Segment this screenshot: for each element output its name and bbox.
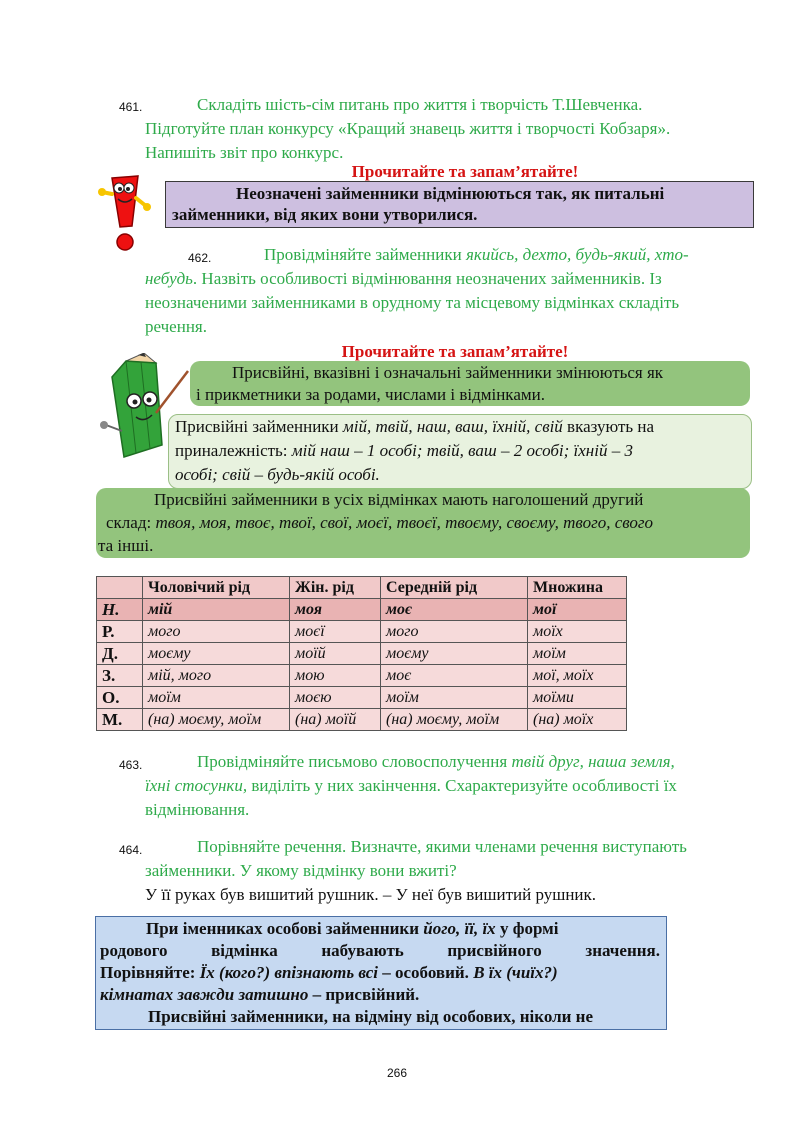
exercise-text-part: . Назвіть особливості відмінювання неозначених займенників. Із [192,269,662,288]
exercise-text [264,243,689,267]
rule-text-part: – особовий. [378,963,474,982]
rule-italic-words: мій наш – 1 особі; твій, ваш – 2 особі; їхній – 3 [291,441,633,460]
rule-text [175,415,654,439]
exercise-number: 461. [119,100,143,114]
rule-italic-words: кімнатах завжди затишно [100,985,309,1004]
table-cell: мій [143,599,290,621]
rule-text-part: Присвійні займенники [175,417,343,436]
rule-word: набувають [321,941,404,960]
rule-text [100,961,558,985]
rule-italic-words: мій, твій, наш, ваш, їхній, свій [342,417,563,436]
table-cell: моїх [528,621,627,643]
table-row [97,665,627,687]
table-row [97,643,627,665]
declension-table [96,576,627,731]
table-cell: моєю [290,687,381,709]
rule-heading: Прочитайте та запам’ятайте! [351,162,579,181]
exercise-italic-words: якийсь, дехто, будь-який, хто- [465,245,689,264]
rule-text [146,917,558,941]
case-label: Д. [97,643,143,665]
rule-box [95,916,667,1030]
column-header: Середній рід [381,577,528,599]
column-header: Чоловічий рід [143,577,290,599]
rule-box [190,361,750,406]
rule-text [106,511,653,535]
table-row [97,621,627,643]
rule-italic-words: Їх (кого?) впізнають всі [199,963,379,982]
exercise-number: 464. [119,843,143,857]
exercise-text [197,750,675,774]
table-cell: моєму [381,643,528,665]
table-cell: моїй [290,643,381,665]
table-cell: (на) моїй [290,709,381,731]
column-header: Жін. рід [290,577,381,599]
exercise-italic-words: твій друг, наша земля, [511,752,675,771]
table-cell: (на) моїх [528,709,627,731]
rule-text: займенники, від яких вони утворилися. [172,205,478,224]
exercise-text: займенники. У якому відмінку вони вжиті? [145,861,457,880]
rule-italic-words: особі; свій – будь-якій особі. [175,465,380,484]
column-header [97,577,143,599]
table-cell: (на) моєму, моїм [143,709,290,731]
table-row [97,687,627,709]
table-cell: моїми [528,687,627,709]
case-label: М. [97,709,143,731]
exercise-text: Порівняйте речення. Визначте, якими членами речення виступають [197,837,687,856]
case-label: Р. [97,621,143,643]
exercise-italic-words: їхні стосунки, [145,776,248,795]
page-number: 266 [386,1066,408,1080]
column-header: Множина [528,577,627,599]
table-cell: мої, моїх [528,665,627,687]
exercise-text: речення. [145,317,207,336]
case-label: З. [97,665,143,687]
table-cell: моїм [381,687,528,709]
rule-word: значення. [585,941,660,960]
table-cell: (на) моєму, моїм [381,709,528,731]
rule-text-part: приналежність: [175,441,292,460]
case-label: Н. [97,599,143,621]
exercise-text-part: Провідміняйте займенники [264,245,466,264]
rule-text [175,439,633,463]
rule-box [96,488,750,558]
exercise-text: неозначеними займенниками в орудному та місцевому відмінках складіть [145,293,680,312]
rule-word: родового [100,941,168,960]
rule-text: Присвійні займенники, на відміну від особових, ніколи не [148,1007,594,1026]
exercise-text [145,774,677,798]
exercise-text-part: Провідміняйте письмово словосполучення [197,752,512,771]
table-cell: мою [290,665,381,687]
table-cell: моя [290,599,381,621]
table-cell: моїм [143,687,290,709]
rule-text [100,983,419,1007]
rule-text-part: При іменниках особові займенники [146,919,424,938]
rule-word: присвійного [447,941,542,960]
table-row [97,599,627,621]
exercise-text-part: виділіть у них закінчення. Схарактеризуйте особливості їх [247,776,677,795]
rule-box [165,181,754,228]
rule-text: Присвійні займенники в усіх відмінках мають наголошений другий [154,490,644,509]
table-cell: моєму [143,643,290,665]
rule-text: Присвійні, вказівні і означальні займенники змінюються як [232,363,664,382]
rule-box [168,414,752,489]
exercise-number: 462. [188,251,212,265]
exercise-number: 463. [119,758,143,772]
table-cell: мого [143,621,290,643]
table-cell: моє [381,665,528,687]
rule-text-part: Порівняйте: [100,963,200,982]
rule-text: Неозначені займенники відмінюються так, як питальні [236,184,665,203]
exclamation-mascot-icon [98,172,158,254]
rule-italic-words: твоя, моя, твоє, твої, свої, моєї, твоєї, твоєму, своєму, твого, свого [155,513,654,532]
rule-text-part: склад: [106,513,156,532]
table-cell: моїм [528,643,627,665]
exercise-text: Напишіть звіт про конкурс. [145,143,344,162]
table-cell: мого [381,621,528,643]
rule-italic-words: його, її, їх [423,919,496,938]
exercise-italic-words: небудь [145,269,193,288]
rule-text-part: – присвійний. [308,985,420,1004]
exercise-text: Підготуйте план конкурсу «Кращий знавець життя і творчості Кобзаря». [145,119,671,138]
rule-text-part: вказують на [562,417,655,436]
table-row [97,709,627,731]
table-cell: моє [381,599,528,621]
table-cell: мій, мого [143,665,290,687]
rule-text: та інші. [98,536,154,555]
exercise-text: Складіть шість-сім питань про життя і творчість Т.Шевченка. [197,95,643,114]
rule-text: і прикметники за родами, числами і відмінками. [196,385,545,404]
exercise-text [145,267,662,291]
table-cell: мої [528,599,627,621]
table-cell: моєї [290,621,381,643]
rule-text [100,939,660,963]
rule-heading: Прочитайте та запам’ятайте! [341,342,569,361]
case-label: О. [97,687,143,709]
rule-italic-words: В їх (чиїх?) [473,963,558,982]
table-header-row [97,577,627,599]
exercise-text: відмінювання. [145,800,250,819]
rule-word: відмінка [211,941,278,960]
example-sentence: У її руках був вишитий рушник. – У неї був вишитий рушник. [145,885,597,904]
rule-text [175,463,380,487]
rule-text-part: у формі [495,919,559,938]
